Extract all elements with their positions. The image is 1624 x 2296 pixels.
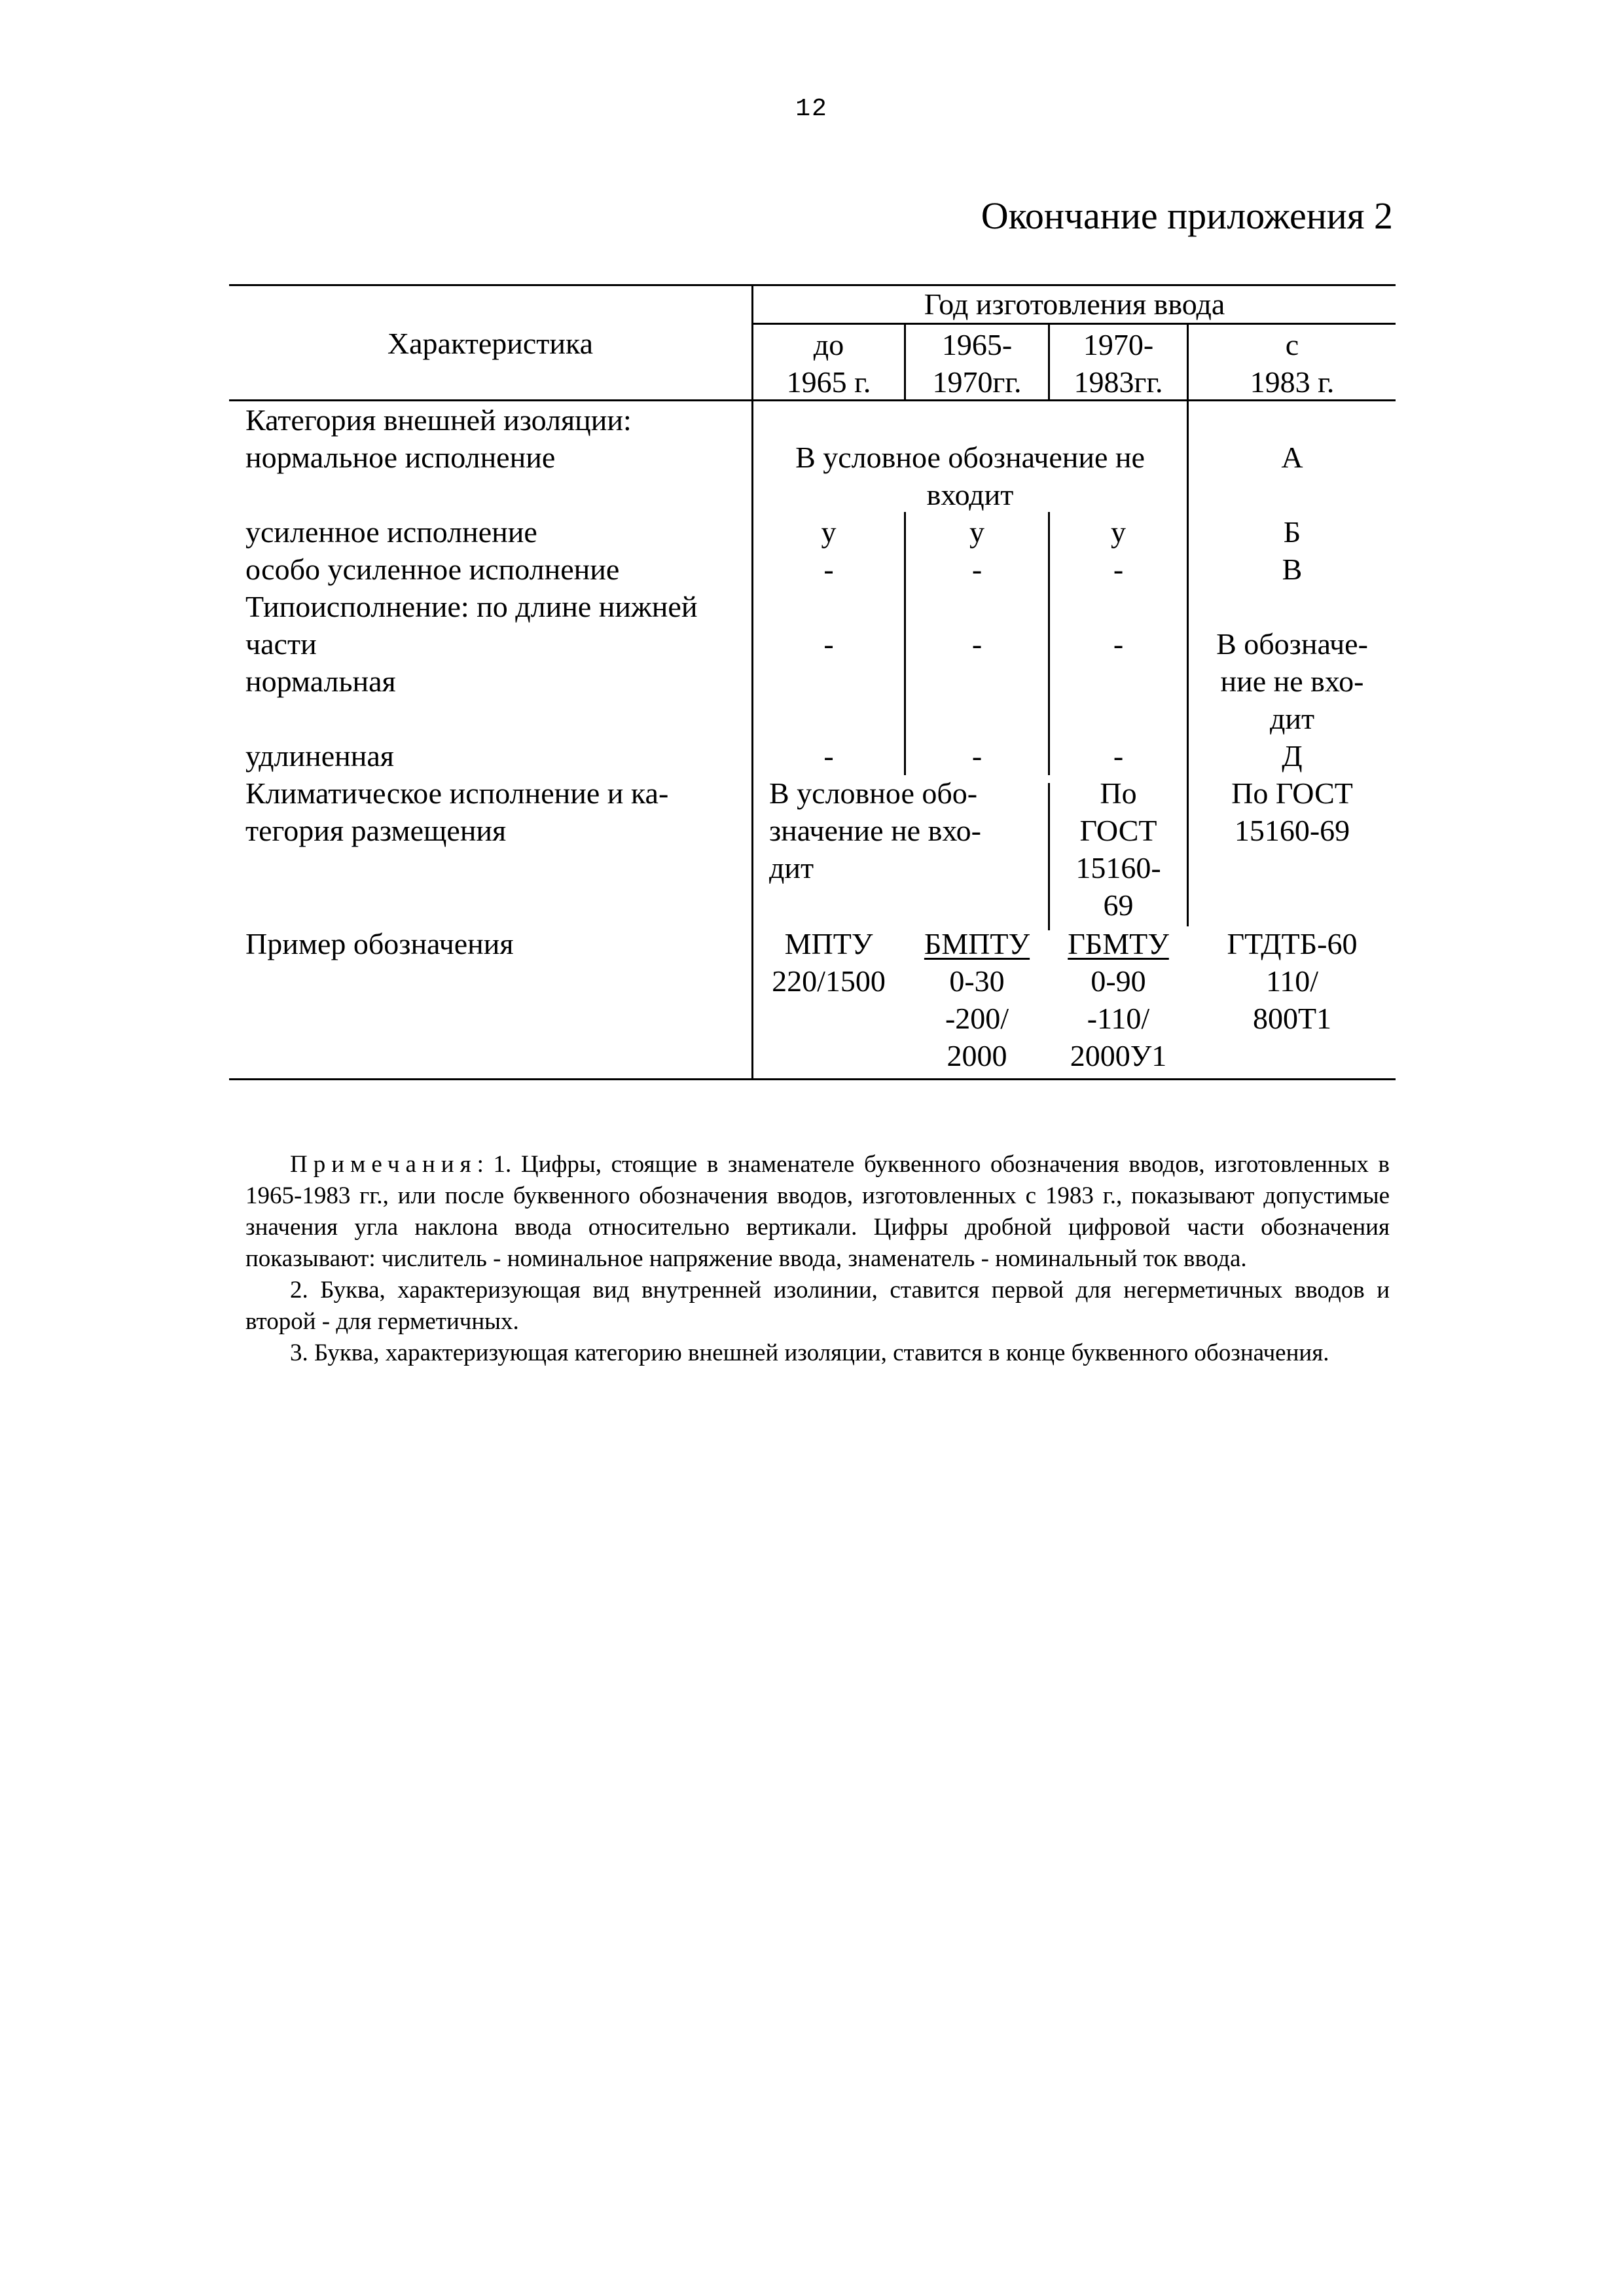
header-col4-line2: 1983 г. (1250, 365, 1335, 399)
reinforced-col2: у (969, 515, 984, 549)
header-col1-line2: 1965 г. (786, 365, 871, 399)
header-col2-line1: 1965- (941, 328, 1013, 361)
example-label: Пример обозначения (245, 927, 514, 960)
notes-heading: Примечания (290, 1151, 477, 1178)
table-bottom-rule (229, 1078, 1396, 1080)
elongated-col2: - (971, 739, 983, 773)
extra-col3: - (1113, 553, 1124, 586)
type-normal-col3: - (1113, 627, 1124, 661)
example-col4-line1: ГТДТБ-60 (1227, 927, 1358, 960)
reinforced-col1: у (821, 515, 837, 549)
example-col4-line3: 800Т1 (1252, 1002, 1332, 1035)
reinforced-label: усиленное исполнение (245, 515, 537, 549)
climate-label-line2: тегория размещения (245, 814, 507, 847)
note-2: 2. Буква, характеризующая вид внутренней изолинии, ставится первой для негерметичных вводов и второй - для герметичных. (245, 1277, 1390, 1335)
note-1 (245, 1149, 1390, 1275)
normal-span-line1: В условное обозначение не (795, 441, 1145, 474)
extra-col2: - (971, 553, 983, 586)
notes-block (245, 1149, 1390, 1369)
year-group-rule (753, 323, 1396, 325)
header-col2-line2: 1970гг. (932, 365, 1022, 399)
extra-col1: - (823, 553, 834, 586)
header-col3-line1: 1970- (1083, 328, 1154, 361)
header-year-group: Год изготовления ввода (924, 287, 1225, 321)
climate-span-line3: дит (769, 851, 814, 884)
ext-insulation-title: Категория внешней изоляции: (245, 403, 632, 437)
example-col2-line1: БМПТУ (924, 927, 1030, 960)
elongated-col3: - (1113, 739, 1124, 773)
type-normal-col1: - (823, 627, 834, 661)
climate-col3-line3: 15160- (1075, 851, 1161, 884)
elongated-label: удлиненная (245, 739, 394, 773)
example-col4-line2: 110/ (1265, 964, 1319, 998)
type-normal-col2: - (971, 627, 983, 661)
elongated-col1: - (823, 739, 834, 773)
climate-col3-line2: ГОСТ (1079, 814, 1157, 847)
example-col3-line1: ГБМТУ (1068, 927, 1169, 960)
normal-after1983: А (1281, 441, 1303, 474)
header-col1-line1: до (813, 328, 844, 361)
type-normal-after1983-line3: дит (1269, 702, 1315, 735)
climate-label-line1: Климатическое исполнение и ка- (245, 776, 669, 810)
climate-span-line2: значение не вхо- (769, 814, 981, 847)
example-col1-line2: 220/1500 (772, 964, 886, 998)
example-col3-line2: 0-90 (1091, 964, 1146, 998)
appendix-caption: Окончание приложения 2 (981, 194, 1393, 237)
reinforced-col4: Б (1283, 515, 1301, 549)
type-normal-after1983-line1: В обозначе- (1216, 627, 1368, 661)
reinforced-col3: у (1111, 515, 1126, 549)
example-col2-line4: 2000 (947, 1039, 1007, 1072)
climate-col3-line1: По (1100, 776, 1137, 810)
header-characteristic: Характеристика (387, 327, 594, 360)
elongated-col4: Д (1282, 739, 1303, 773)
type-label-line3: нормальная (245, 665, 396, 698)
normal-span-line2: входит (926, 478, 1014, 511)
page-number: 12 (795, 95, 828, 123)
normal-label: нормальное исполнение (245, 441, 556, 474)
example-col1-line1: МПТУ (784, 927, 873, 960)
extra-col4: В (1282, 553, 1303, 586)
example-col2-line2: 0-30 (949, 964, 1005, 998)
climate-col4-line2: 15160-69 (1234, 814, 1350, 847)
note-3: 3. Буква, характеризующая категорию внешней изоляции, ставится в конце буквенного обозначения. (290, 1339, 1329, 1366)
header-col3-line2: 1983гг. (1074, 365, 1163, 399)
climate-span-line1: В условное обо- (769, 776, 978, 810)
header-col4-line1: с (1285, 328, 1299, 361)
type-label-line1: Типоисполнение: по длине нижней (245, 590, 698, 623)
example-col3-line4: 2000У1 (1070, 1039, 1167, 1072)
note-1-text: : 1. Цифры, стоящие в знаменателе буквенного обозначения вводов, изготовленных в 1965-1983 гг., или после буквенного обозначения вводов, изготовленных с 1983 г., показывают допустимые значения угла наклона ввода относительно вертикали. Цифры дробной цифровой части обозначения показывают: числитель - номинальное напряжение ввода, знаменатель - номинальный ток ввода. (245, 1151, 1390, 1272)
example-col2-line3: -200/ (945, 1002, 1009, 1035)
extra-label: особо усиленное исполнение (245, 553, 620, 586)
climate-col4-line1: По ГОСТ (1231, 776, 1353, 810)
type-label-line2: части (245, 627, 317, 661)
climate-col3-line4: 69 (1103, 888, 1134, 922)
type-normal-after1983-line2: ние не вхо- (1220, 665, 1364, 698)
example-col3-line3: -110/ (1087, 1002, 1150, 1035)
